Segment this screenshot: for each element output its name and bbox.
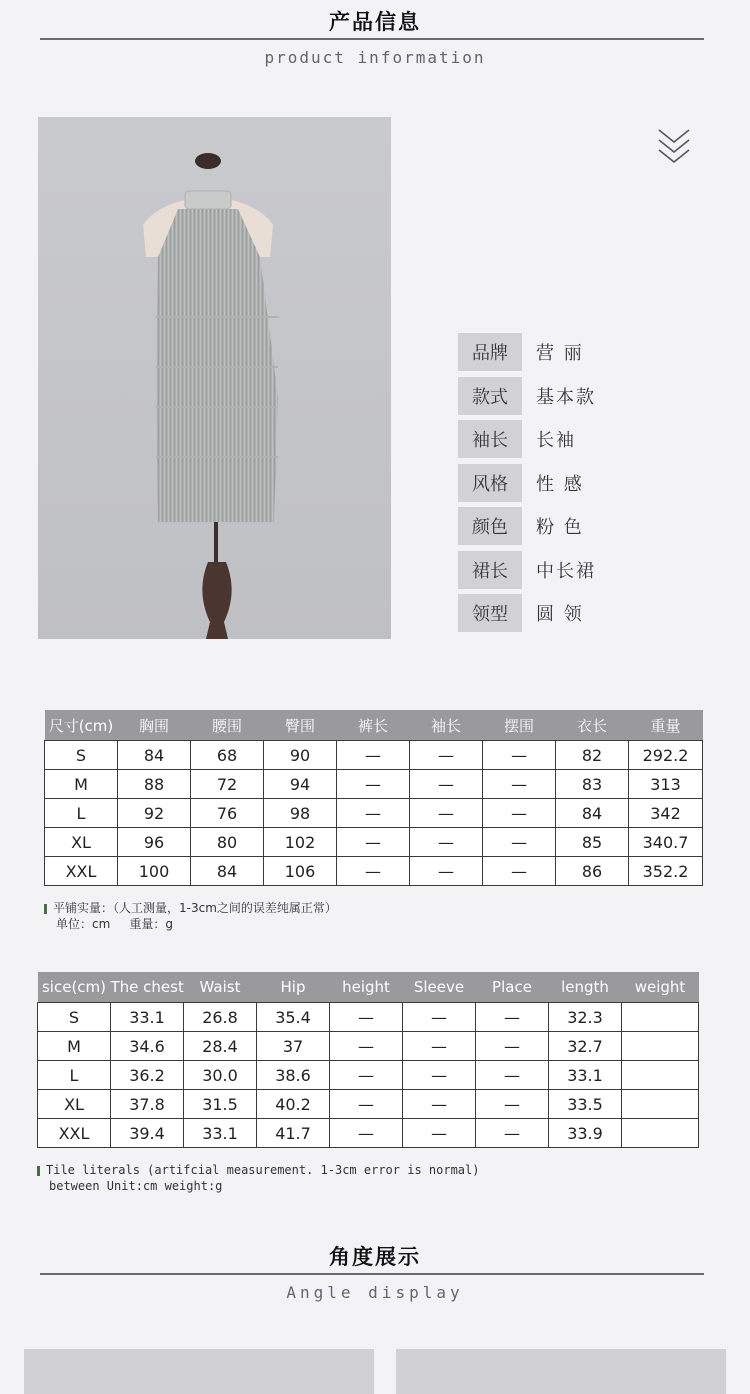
table-cell: — (403, 1032, 476, 1061)
table-cell: L (45, 799, 118, 828)
table-cell: — (337, 741, 410, 770)
mannequin-dress-illustration (38, 117, 391, 639)
table-cell: 85 (556, 828, 629, 857)
table-cell: — (410, 799, 483, 828)
table-cell (622, 1090, 699, 1119)
table-cell: XL (45, 828, 118, 857)
table-cell: M (38, 1032, 111, 1061)
table-cell: — (483, 741, 556, 770)
table-cell (622, 1119, 699, 1148)
table-cell: — (476, 1090, 549, 1119)
table-cell: 37.8 (111, 1090, 184, 1119)
table-cell (622, 1032, 699, 1061)
attr-value: 圆 领 (536, 604, 584, 625)
table-cell: — (483, 857, 556, 886)
table-cell: — (410, 857, 483, 886)
table-cell: — (476, 1032, 549, 1061)
table-cell: — (330, 1119, 403, 1148)
attr-key: 颜色 (458, 507, 522, 545)
attr-value: 性 感 (536, 473, 584, 495)
attr-key: 领型 (458, 594, 522, 632)
product-info-subtitle: product information (264, 48, 486, 67)
column-header: 腰围 (191, 710, 264, 741)
attr-key: 风格 (458, 464, 522, 502)
table-cell (622, 1003, 699, 1032)
table-cell: — (410, 770, 483, 799)
attr-key: 品牌 (458, 333, 522, 371)
table-cell: XXL (45, 857, 118, 886)
table-cell: — (403, 1090, 476, 1119)
angle-image-right (396, 1349, 726, 1394)
table-cell: 102 (264, 828, 337, 857)
table-cell: 40.2 (257, 1090, 330, 1119)
column-header: The chest (111, 972, 184, 1003)
table-header-row (38, 972, 699, 1003)
attr-fashion-style (458, 464, 596, 502)
attr-color (458, 507, 596, 545)
table-cell: 33.1 (184, 1119, 257, 1148)
table-cell: 31.5 (184, 1090, 257, 1119)
table-cell: 36.2 (111, 1061, 184, 1090)
table-cell: — (410, 828, 483, 857)
table-cell: — (476, 1003, 549, 1032)
attr-value: 中长裙 (536, 560, 596, 582)
table-row (45, 770, 703, 799)
table-cell: L (38, 1061, 111, 1090)
column-header: 尺寸(cm) (45, 710, 118, 741)
title-divider (40, 1273, 704, 1275)
column-header: sice(cm) (38, 972, 111, 1003)
table-cell: 38.6 (257, 1061, 330, 1090)
table-cell: 41.7 (257, 1119, 330, 1148)
table-cell: — (330, 1061, 403, 1090)
column-header: 裤长 (337, 710, 410, 741)
table-cell: — (330, 1032, 403, 1061)
column-header: 重量 (629, 710, 703, 741)
attr-value: 营 丽 (536, 343, 584, 364)
table-row (38, 1119, 699, 1148)
size-table-cn (44, 710, 703, 886)
note-line: 平铺实量：（人工测量，1-3cm之间的误差纯属正常） (53, 901, 337, 915)
table-row (38, 1090, 699, 1119)
attr-key: 款式 (458, 377, 522, 415)
table-cell: — (403, 1061, 476, 1090)
table-cell: 92 (118, 799, 191, 828)
en-measurement-note (37, 1162, 479, 1194)
note-marker (44, 904, 47, 914)
table-cell: XL (38, 1090, 111, 1119)
column-header: 臀围 (264, 710, 337, 741)
attribute-list (458, 333, 596, 638)
table-cell: 82 (556, 741, 629, 770)
table-cell: 84 (118, 741, 191, 770)
table-cell: S (38, 1003, 111, 1032)
table-cell: 84 (556, 799, 629, 828)
table-cell: 35.4 (257, 1003, 330, 1032)
table-row (45, 828, 703, 857)
attr-sleeve-length (458, 420, 596, 458)
attr-key: 裙长 (458, 551, 522, 589)
table-cell: 32.7 (549, 1032, 622, 1061)
table-cell: 340.7 (629, 828, 703, 857)
table-cell: 30.0 (184, 1061, 257, 1090)
table-cell: 86 (556, 857, 629, 886)
table-row (45, 857, 703, 886)
table-cell: 32.3 (549, 1003, 622, 1032)
attr-key: 袖长 (458, 420, 522, 458)
angle-display-title: 角度展示 (329, 1245, 421, 1269)
title-divider (40, 38, 704, 40)
cn-measurement-note (44, 900, 337, 932)
table-cell: 37 (257, 1032, 330, 1061)
table-cell: 26.8 (184, 1003, 257, 1032)
column-header: 衣长 (556, 710, 629, 741)
table-cell: — (410, 741, 483, 770)
column-header: Hip (257, 972, 330, 1003)
table-cell: — (330, 1003, 403, 1032)
table-cell: — (337, 828, 410, 857)
table-cell: 94 (264, 770, 337, 799)
table-cell: 96 (118, 828, 191, 857)
table-row (38, 1032, 699, 1061)
column-header: height (330, 972, 403, 1003)
attr-collar (458, 594, 596, 632)
table-cell: S (45, 741, 118, 770)
table-cell: 313 (629, 770, 703, 799)
table-cell (622, 1061, 699, 1090)
table-cell: — (337, 799, 410, 828)
column-header: weight (622, 972, 699, 1003)
table-cell: 84 (191, 857, 264, 886)
table-cell: 106 (264, 857, 337, 886)
table-cell: — (337, 857, 410, 886)
attr-value: 基本款 (536, 386, 596, 408)
note-line: 单位：cm 重量：g (56, 917, 173, 931)
note-line: Tile literals (artifcial measurement. 1-3cm error is normal) (46, 1163, 480, 1177)
table-row (45, 799, 703, 828)
table-cell: 68 (191, 741, 264, 770)
column-header: 摆围 (483, 710, 556, 741)
table-row (38, 1061, 699, 1090)
table-row (38, 1003, 699, 1032)
note-line: between Unit:cm weight:g (49, 1179, 223, 1193)
table-cell: 33.9 (549, 1119, 622, 1148)
column-header: 胸围 (118, 710, 191, 741)
table-cell: 83 (556, 770, 629, 799)
size-table-en (37, 972, 699, 1148)
table-cell: 76 (191, 799, 264, 828)
table-cell: 292.2 (629, 741, 703, 770)
table-cell: 33.5 (549, 1090, 622, 1119)
product-photo (38, 117, 391, 639)
table-cell: 33.1 (549, 1061, 622, 1090)
table-cell: 90 (264, 741, 337, 770)
table-cell: XXL (38, 1119, 111, 1148)
note-marker (37, 1166, 40, 1176)
angle-display-subtitle: Angle display (286, 1283, 464, 1302)
column-header: length (549, 972, 622, 1003)
angle-image-left (24, 1349, 374, 1394)
attr-style (458, 377, 596, 415)
table-cell: 100 (118, 857, 191, 886)
table-cell: — (403, 1119, 476, 1148)
table-cell: 72 (191, 770, 264, 799)
table-cell: — (330, 1090, 403, 1119)
table-cell: — (483, 828, 556, 857)
chevrons-down-icon (656, 126, 692, 170)
table-cell: — (403, 1003, 476, 1032)
table-cell: 39.4 (111, 1119, 184, 1148)
table-cell: — (476, 1061, 549, 1090)
table-cell: 352.2 (629, 857, 703, 886)
column-header: Place (476, 972, 549, 1003)
attr-skirt-length (458, 551, 596, 589)
table-cell: — (476, 1119, 549, 1148)
table-cell: M (45, 770, 118, 799)
table-cell: 342 (629, 799, 703, 828)
table-cell: 88 (118, 770, 191, 799)
table-cell: 98 (264, 799, 337, 828)
table-cell: — (483, 799, 556, 828)
table-row (45, 741, 703, 770)
attr-value: 长袖 (536, 430, 576, 451)
table-cell: — (483, 770, 556, 799)
table-cell: 33.1 (111, 1003, 184, 1032)
column-header: 袖长 (410, 710, 483, 741)
attr-brand (458, 333, 596, 371)
column-header: Waist (184, 972, 257, 1003)
table-cell: 34.6 (111, 1032, 184, 1061)
table-cell: 80 (191, 828, 264, 857)
table-cell: — (337, 770, 410, 799)
product-info-title: 产品信息 (329, 10, 421, 34)
table-header-row (45, 710, 703, 741)
table-cell: 28.4 (184, 1032, 257, 1061)
attr-value: 粉 色 (536, 517, 584, 538)
column-header: Sleeve (403, 972, 476, 1003)
